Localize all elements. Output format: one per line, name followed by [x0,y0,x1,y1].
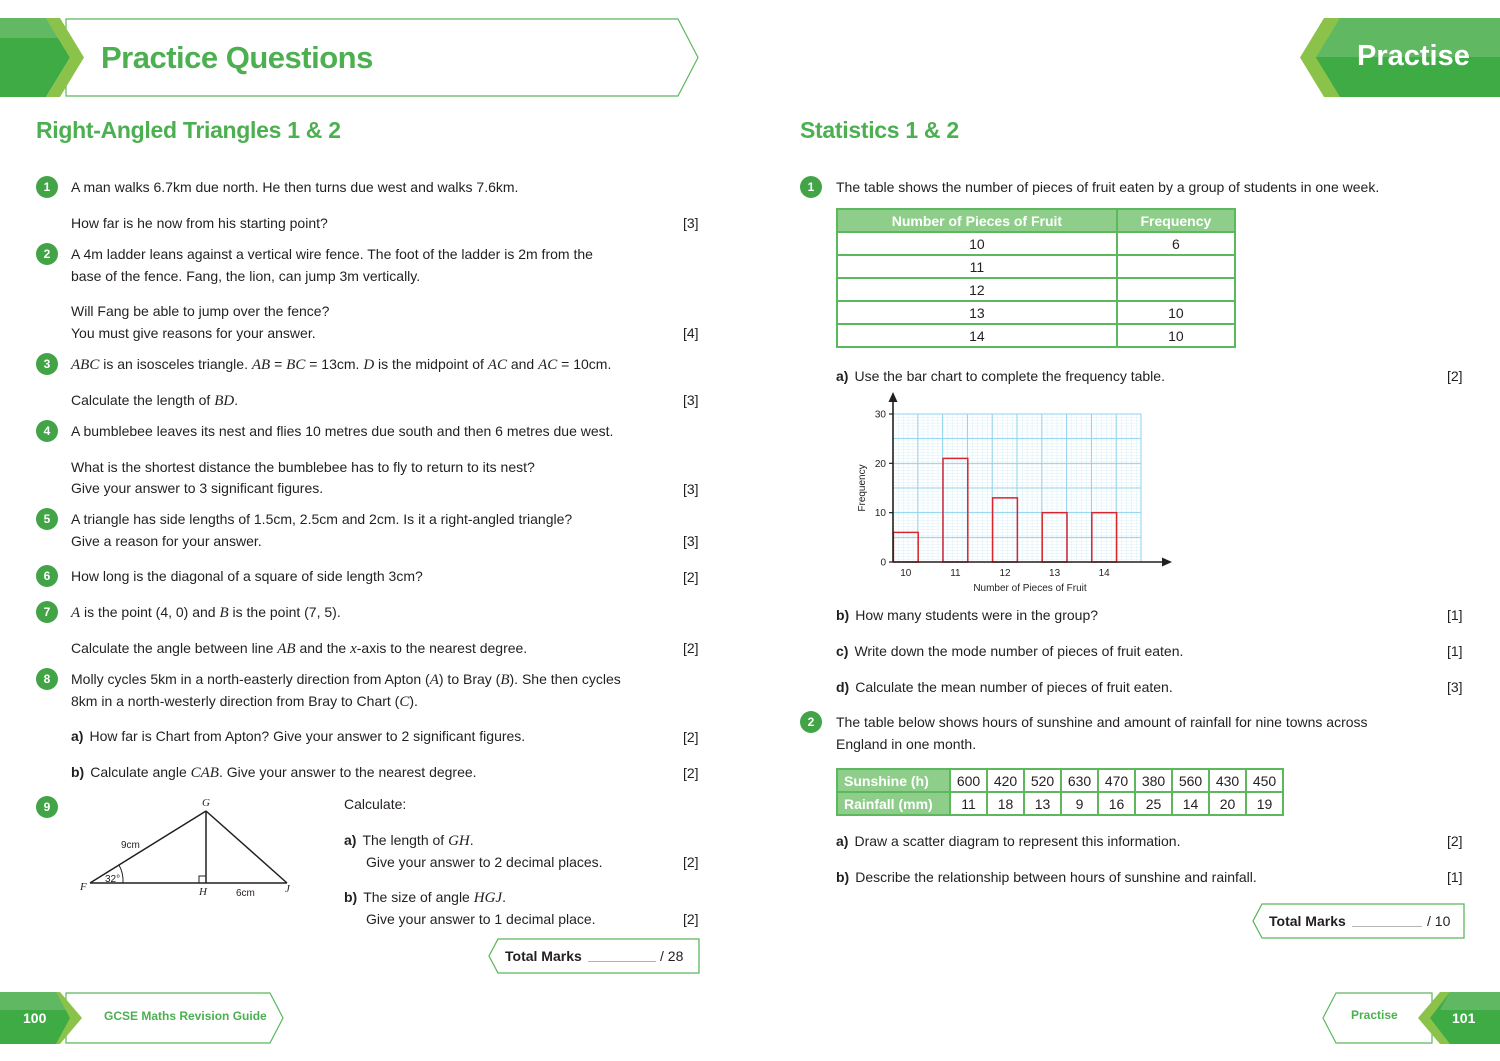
question-8-line-1: Molly cycles 5km in a north-easterly direction from Apton (A) to Bray (B). She then cycles [71,671,621,688]
stats-question-2-line-2: England in one month. [836,736,977,752]
stats-question-1d-mark: [3] [1447,679,1463,695]
stats-question-1a: a) Use the bar chart to complete the frequency table. [836,368,1165,384]
table-row [837,301,1235,324]
table-cell: 600 [950,769,987,792]
stats-question-1a-mark: [2] [1447,368,1463,384]
question-1-mark: [3] [683,215,699,231]
svg-text:10: 10 [874,508,886,520]
table-cell-blank[interactable] [1117,255,1235,278]
vertex-f-label: F [80,881,87,893]
total-marks-label: Total Marks [505,948,582,964]
question-9a: a) The length of GH. [344,832,474,849]
question-7-follow: Calculate the angle between line AB and the x-axis to the nearest degree. [71,640,528,657]
question-2-follow-2: You must give reasons for your answer. [71,325,316,341]
question-1-follow: How far is he now from his starting point? [71,215,328,231]
table-row [837,278,1235,301]
stats-question-2a: a) Draw a scatter diagram to represent this information. [836,833,1181,849]
question-number-3: 3 [36,353,58,375]
table-cell: 20 [1209,792,1246,815]
question-6-text: How long is the diagonal of a square of side length 3cm? [71,568,423,584]
question-3-mark: [3] [683,392,699,408]
stats-question-1b-mark: [1] [1447,607,1463,623]
table-cell: 19 [1246,792,1283,815]
total-marks-value: / 28 [660,948,684,964]
table-cell: 12 [837,278,1117,301]
y-axis-label: Frequency [857,464,868,512]
section-title-statistics: Statistics 1 & 2 [800,117,959,143]
question-2-follow-1: Will Fang be able to jump over the fence? [71,303,330,319]
question-8a-mark: [2] [683,729,699,745]
question-8b: b) Calculate angle CAB. Give your answer to the nearest degree. [71,764,477,781]
question-7-mark: [2] [683,640,699,656]
page-number-right: 101 [1452,1010,1476,1026]
total-marks-box-left [488,938,700,974]
question-9a-mark: [2] [683,854,699,870]
question-4-text: A bumblebee leaves its nest and flies 10 metres due south and then 6 metres due west. [71,423,614,439]
question-4-mark: [3] [683,481,699,497]
table-cell: 16 [1098,792,1135,815]
table-cell: 380 [1135,769,1172,792]
table-header: Number of Pieces of Fruit [837,209,1117,232]
table-row [837,255,1235,278]
table-header: Frequency [1117,209,1235,232]
footer-section-label: Practise [1351,1008,1398,1022]
side-hj-label: 6cm [236,888,255,899]
fruit-bar-chart [850,388,1180,598]
x-axis-label: Number of Pieces of Fruit [973,583,1087,594]
svg-text:13: 13 [1049,568,1061,579]
table-cell: 450 [1246,769,1283,792]
question-9-intro: Calculate: [344,796,407,812]
table-cell: 13 [1024,792,1061,815]
stats-question-1c: c) Write down the mode number of pieces of fruit eaten. [836,643,1184,659]
svg-text:0: 0 [880,557,886,569]
question-7-text: A is the point (4, 0) and B is the point (7, 5). [71,604,341,621]
stats-question-1b: b) How many students were in the group? [836,607,1099,623]
table-cell: 470 [1098,769,1135,792]
question-2-line-2: base of the fence. Fang, the lion, can jump 3m vertically. [71,268,421,284]
question-3-text: ABC is an isosceles triangle. AB = BC = 13cm. D is the midpoint of AC and AC = 10cm. [71,356,612,373]
table-cell: 6 [1117,232,1235,255]
side-fg-label: 9cm [121,840,140,851]
question-number-9: 9 [36,796,58,818]
table-cell: 420 [987,769,1024,792]
svg-text:11: 11 [950,568,961,579]
question-8b-mark: [2] [683,765,699,781]
question-number-2: 2 [36,243,58,265]
table-cell: 10 [837,232,1117,255]
question-2-mark: [4] [683,325,699,341]
page-number-left: 100 [23,1010,47,1026]
svg-text:30: 30 [874,409,886,421]
table-cell: 520 [1024,769,1061,792]
row-header-rainfall: Rainfall (mm) [837,792,950,815]
question-6-mark: [2] [683,569,699,585]
total-marks-value: / 10 [1427,913,1451,929]
table-row [837,324,1235,347]
stats-question-2b: b) Describe the relationship between hours of sunshine and rainfall. [836,869,1257,885]
stats-question-number-2: 2 [800,711,822,733]
footer-right [1322,992,1500,1044]
svg-text:14: 14 [1098,568,1110,579]
question-9b: b) The size of angle HGJ. [344,889,506,906]
total-marks-box-right [1252,903,1465,939]
sunshine-rainfall-table [836,768,1284,816]
question-3-follow: Calculate the length of BD. [71,392,239,409]
question-5-mark: [3] [683,533,699,549]
total-marks-label: Total Marks [1269,913,1346,929]
fruit-frequency-table [836,208,1236,348]
section-tag-title: Practise [1357,40,1470,72]
table-cell: 430 [1209,769,1246,792]
question-9a-detail: Give your answer to 2 decimal places. [366,854,603,870]
vertex-g-label: G [202,797,210,809]
question-number-5: 5 [36,508,58,530]
table-cell: 560 [1172,769,1209,792]
question-8a: a) How far is Chart from Apton? Give your answer to 2 significant figures. [71,728,526,744]
question-4-follow-1: What is the shortest distance the bumblebee has to fly to return to its nest? [71,459,535,475]
table-cell: 14 [1172,792,1209,815]
page-header-title: Practice Questions [101,40,373,75]
table-row [837,232,1235,255]
table-cell: 10 [1117,301,1235,324]
header-banner-left [0,18,700,97]
table-cell: 13 [837,301,1117,324]
table-cell: 25 [1135,792,1172,815]
triangle-fgj-diagram [75,795,305,900]
table-cell: 11 [837,255,1117,278]
question-number-7: 7 [36,601,58,623]
vertex-j-label: J [285,883,290,895]
stats-question-2-line-1: The table below shows hours of sunshine and amount of rainfall for nine towns across [836,714,1368,730]
stats-question-2b-mark: [1] [1447,869,1463,885]
question-2-line-1: A 4m ladder leans against a vertical wire fence. The foot of the ladder is 2m from the [71,246,593,262]
angle-f-label: 32° [105,874,121,885]
question-5-line-1: A triangle has side lengths of 1.5cm, 2.5cm and 2cm. Is it a right-angled triangle? [71,511,573,527]
question-5-line-2: Give a reason for your answer. [71,533,262,549]
stats-question-1c-mark: [1] [1447,643,1463,659]
stats-question-1-text: The table shows the number of pieces of fruit eaten by a group of students in one week. [836,179,1380,195]
stats-question-1d: d) Calculate the mean number of pieces of fruit eaten. [836,679,1173,695]
question-number-6: 6 [36,565,58,587]
table-row [837,792,1283,815]
book-title: GCSE Maths Revision Guide [104,1009,267,1023]
header-banner-right [1300,18,1500,97]
question-number-1: 1 [36,176,58,198]
question-9b-mark: [2] [683,911,699,927]
question-9b-detail: Give your answer to 1 decimal place. [366,911,596,927]
table-row [837,769,1283,792]
section-title-triangles: Right-Angled Triangles 1 & 2 [36,117,341,143]
footer-left [0,992,285,1044]
stats-question-number-1: 1 [800,176,822,198]
svg-text:20: 20 [874,458,886,470]
question-1-text: A man walks 6.7km due north. He then turns due west and walks 7.6km. [71,179,519,195]
vertex-h-label: H [199,886,207,898]
question-number-4: 4 [36,420,58,442]
question-4-follow-2: Give your answer to 3 significant figures. [71,480,324,496]
table-cell: 14 [837,324,1117,347]
stats-question-2a-mark: [2] [1447,833,1463,849]
total-marks-blank[interactable] [588,961,656,962]
table-cell: 10 [1117,324,1235,347]
question-8-line-2: 8km in a north-westerly direction from Bray to Chart (C). [71,693,418,710]
table-cell: 9 [1061,792,1098,815]
table-cell: 18 [987,792,1024,815]
question-number-8: 8 [36,668,58,690]
table-cell: 11 [950,792,987,815]
svg-text:12: 12 [999,568,1011,579]
table-cell-blank[interactable] [1117,278,1235,301]
svg-text:10: 10 [900,568,912,579]
total-marks-blank[interactable] [1352,926,1422,927]
table-cell: 630 [1061,769,1098,792]
row-header-sunshine: Sunshine (h) [837,769,950,792]
